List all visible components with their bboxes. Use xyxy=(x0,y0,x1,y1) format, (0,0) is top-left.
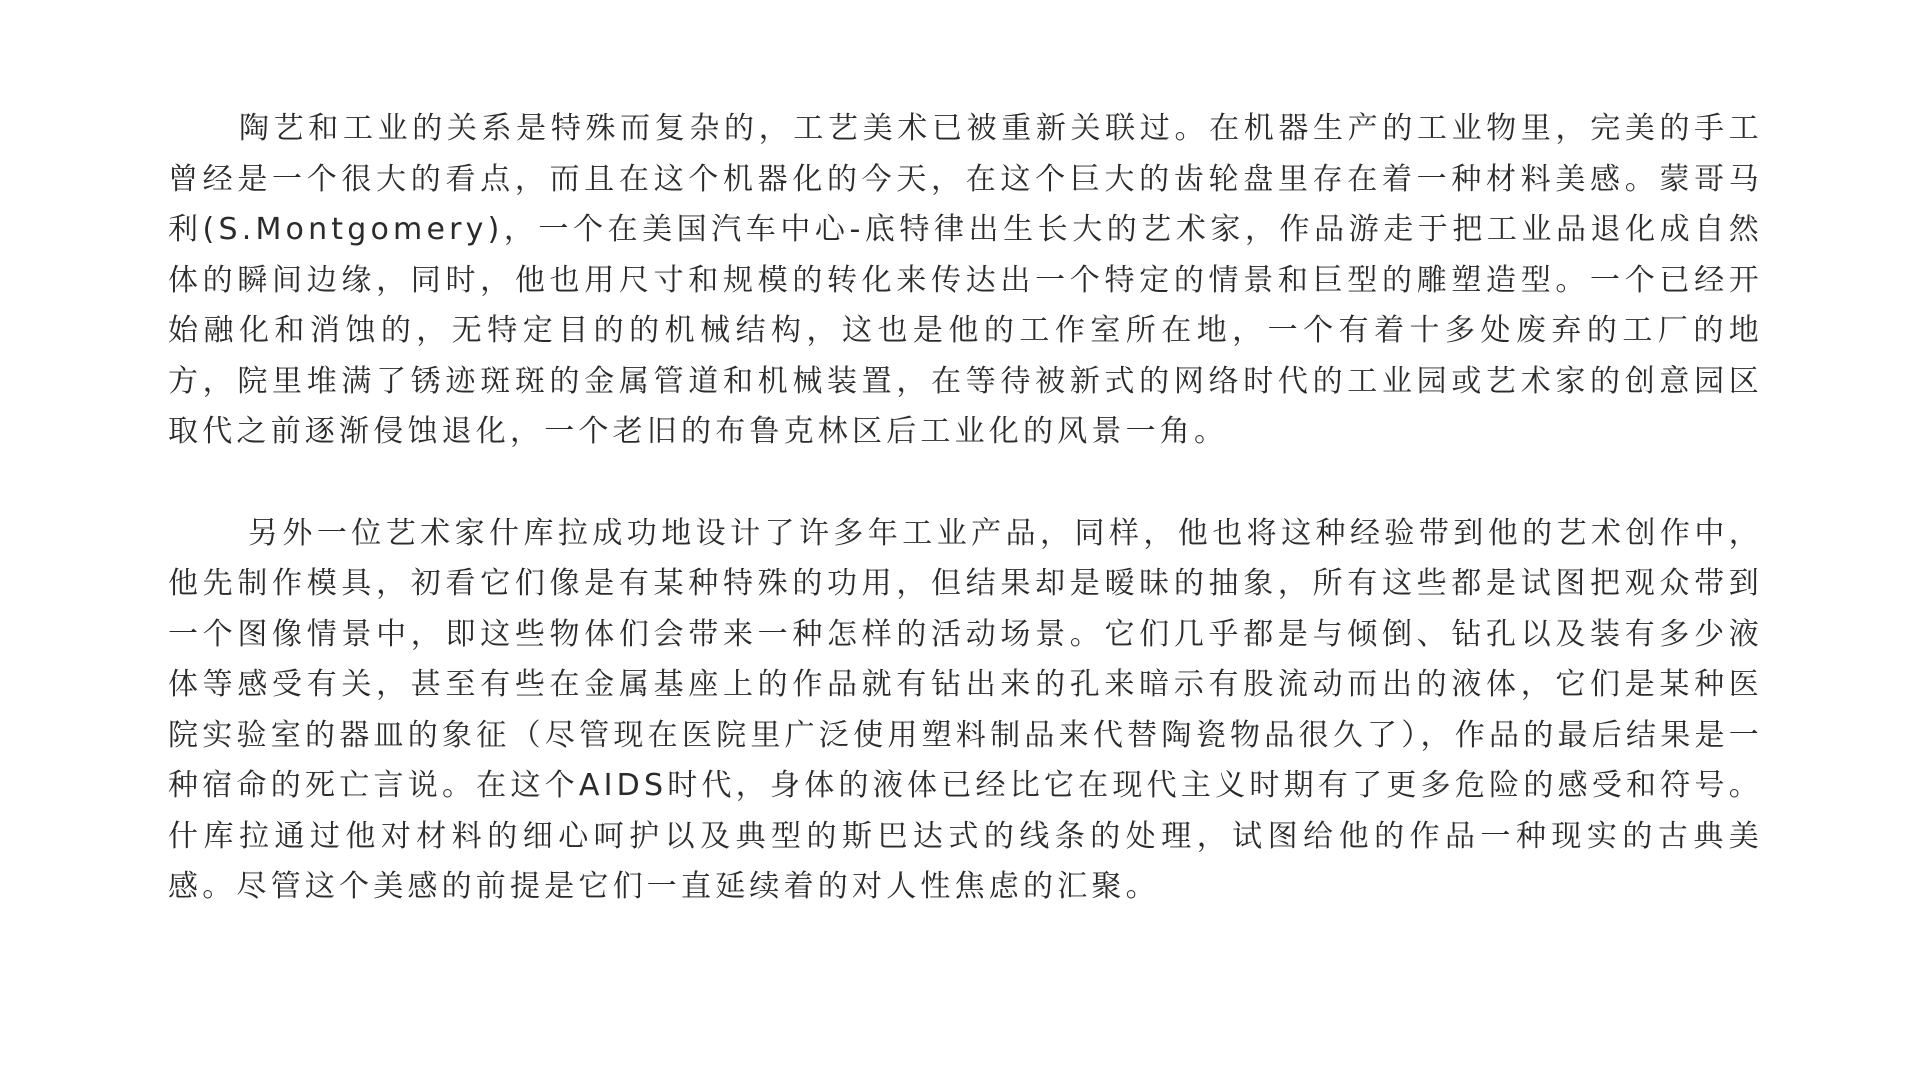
document-page xyxy=(168,104,1763,913)
paragraph-1: 陶艺和工业的关系是特殊而复杂的，工艺美术已被重新关联过。在机器生产的工业物里，完美的手工曾经是一个很大的看点，而且在这个机器化的今天，在这个巨大的齿轮盘里存在着一种材料美感。蒙哥马利(S.Montgomery)，一个在美国汽车中心-底特律出生长大的艺术家，作品游走于把工业品退化成自然体的瞬间边缘，同时，他也用尺寸和规模的转化来传达出一个特定的情景和巨型的雕塑造型。一个已经开始融化和消蚀的，无特定目的的机械结构，这也是他的工作室所在地，一个有着十多处废弃的工厂的地方，院里堆满了锈迹斑斑的金属管道和机械装置，在等待被新式的网络时代的工业园或艺术家的创意园区取代之前逐渐侵蚀退化，一个老旧的布鲁克林区后工业化的风景一角。 xyxy=(168,111,1763,449)
paragraph-2: 另外一位艺术家什库拉成功地设计了许多年工业产品，同样，他也将这种经验带到他的艺术创作中，他先制作模具，初看它们像是有某种特殊的功用，但结果却是暧昧的抽象，所有这些都是试图把观众带到一个图像情景中，即这些物体们会带来一种怎样的活动场景。它们几乎都是与倾倒、钻孔以及装有多少液体等感受有关，甚至有些在金属基座上的作品就有钻出来的孔来暗示有股流动而出的液体，它们是某种医院实验室的器皿的象征（尽管现在医院里广泛使用塑料制品来代替陶瓷物品很久了），作品的最后结果是一种宿命的死亡言说。在这个AIDS时代，身体的液体已经比它在现代主义时期有了更多危险的感受和符号。什库拉通过他对材料的细心呵护以及典型的斯巴达式的线条的处理，试图给他的作品一种现实的古典美感。尽管这个美感的前提是它们一直延续着的对人性焦虑的汇聚。 xyxy=(168,515,1763,904)
